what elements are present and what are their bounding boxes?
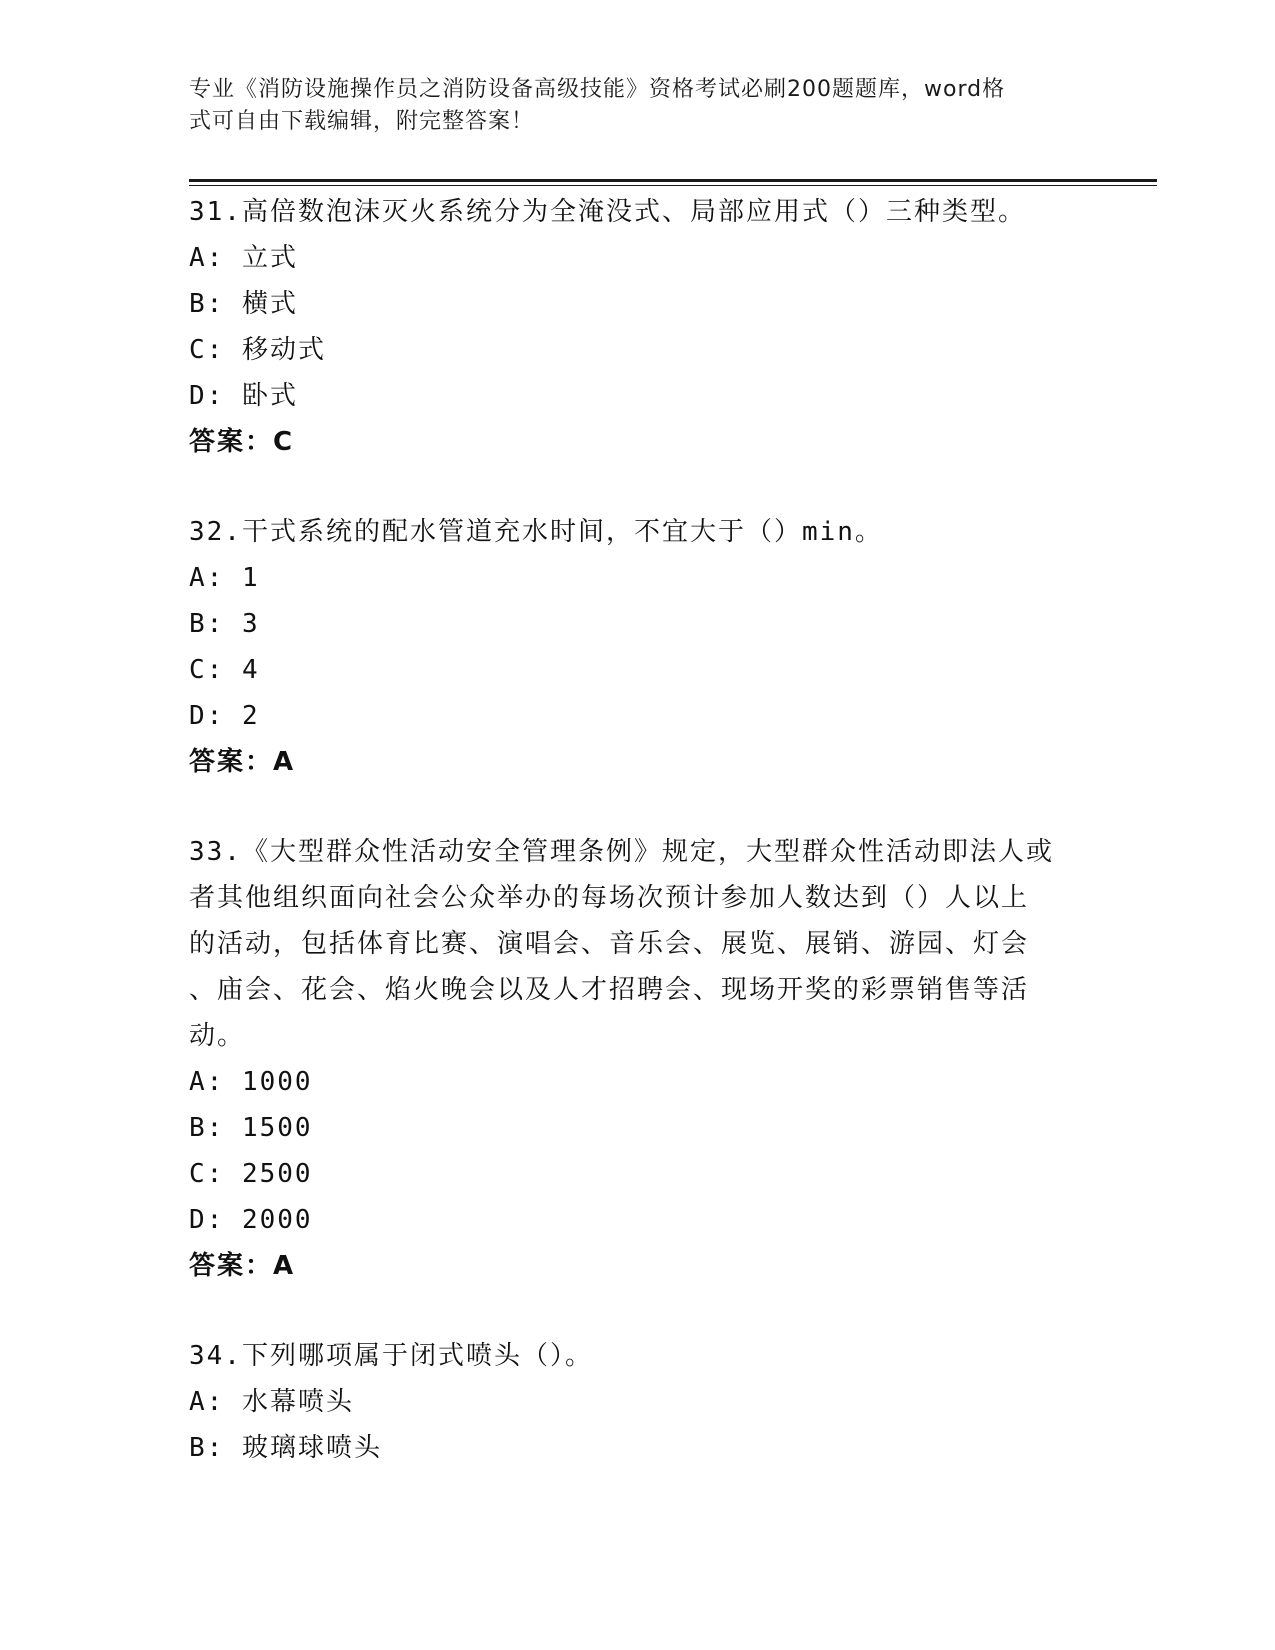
header-divider-thin	[189, 185, 1157, 186]
question-stem-line-3: 的活动，包括体育比赛、演唱会、音乐会、展览、展销、游园、灯会	[189, 929, 1030, 959]
answer: 答案：C	[189, 427, 295, 457]
option-c: C: 移动式	[189, 335, 326, 365]
document-header	[189, 74, 1069, 138]
header-divider-thick	[189, 179, 1157, 182]
header-line-1: 专业《消防设施操作员之消防设备高级技能》资格考试必刷200题题库，word格	[189, 77, 1006, 102]
question-stem-line-5: 动。	[189, 1021, 246, 1051]
question-34	[189, 1333, 1089, 1471]
option-d: D: 卧式	[189, 381, 298, 411]
question-31	[189, 189, 1089, 465]
answer: 答案：A	[189, 747, 296, 777]
option-a: A: 1	[189, 563, 260, 593]
question-stem: 31.高倍数泡沫灭火系统分为全淹没式、局部应用式（）三种类型。	[189, 197, 1026, 227]
question-list	[189, 189, 1089, 1471]
option-a: A: 1000	[189, 1067, 313, 1097]
option-b: B: 横式	[189, 289, 298, 319]
answer: 答案：A	[189, 1251, 296, 1281]
option-c: C: 4	[189, 655, 260, 685]
question-stem: 34.下列哪项属于闭式喷头（）。	[189, 1341, 593, 1371]
question-stem: 32.干式系统的配水管道充水时间，不宜大于（）min。	[189, 517, 883, 547]
question-stem-line-1: 33.《大型群众性活动安全管理条例》规定，大型群众性活动即法人或	[189, 837, 1054, 867]
question-stem-line-4: 、庙会、花会、焰火晚会以及人才招聘会、现场开奖的彩票销售等活	[189, 975, 1030, 1005]
header-line-2: 式可自由下载编辑，附完整答案！	[189, 109, 535, 134]
option-b: B: 1500	[189, 1113, 313, 1143]
option-d: D: 2	[189, 701, 260, 731]
option-a: A: 水幕喷头	[189, 1387, 354, 1417]
option-a: A: 立式	[189, 243, 298, 273]
question-stem-line-2: 者其他组织面向社会公众举办的每场次预计参加人数达到（）人以上	[189, 883, 1030, 913]
option-b: B: 3	[189, 609, 260, 639]
option-d: D: 2000	[189, 1205, 313, 1235]
question-32	[189, 509, 1089, 785]
option-b: B: 玻璃球喷头	[189, 1433, 382, 1463]
question-33	[189, 829, 1089, 1289]
option-c: C: 2500	[189, 1159, 313, 1189]
